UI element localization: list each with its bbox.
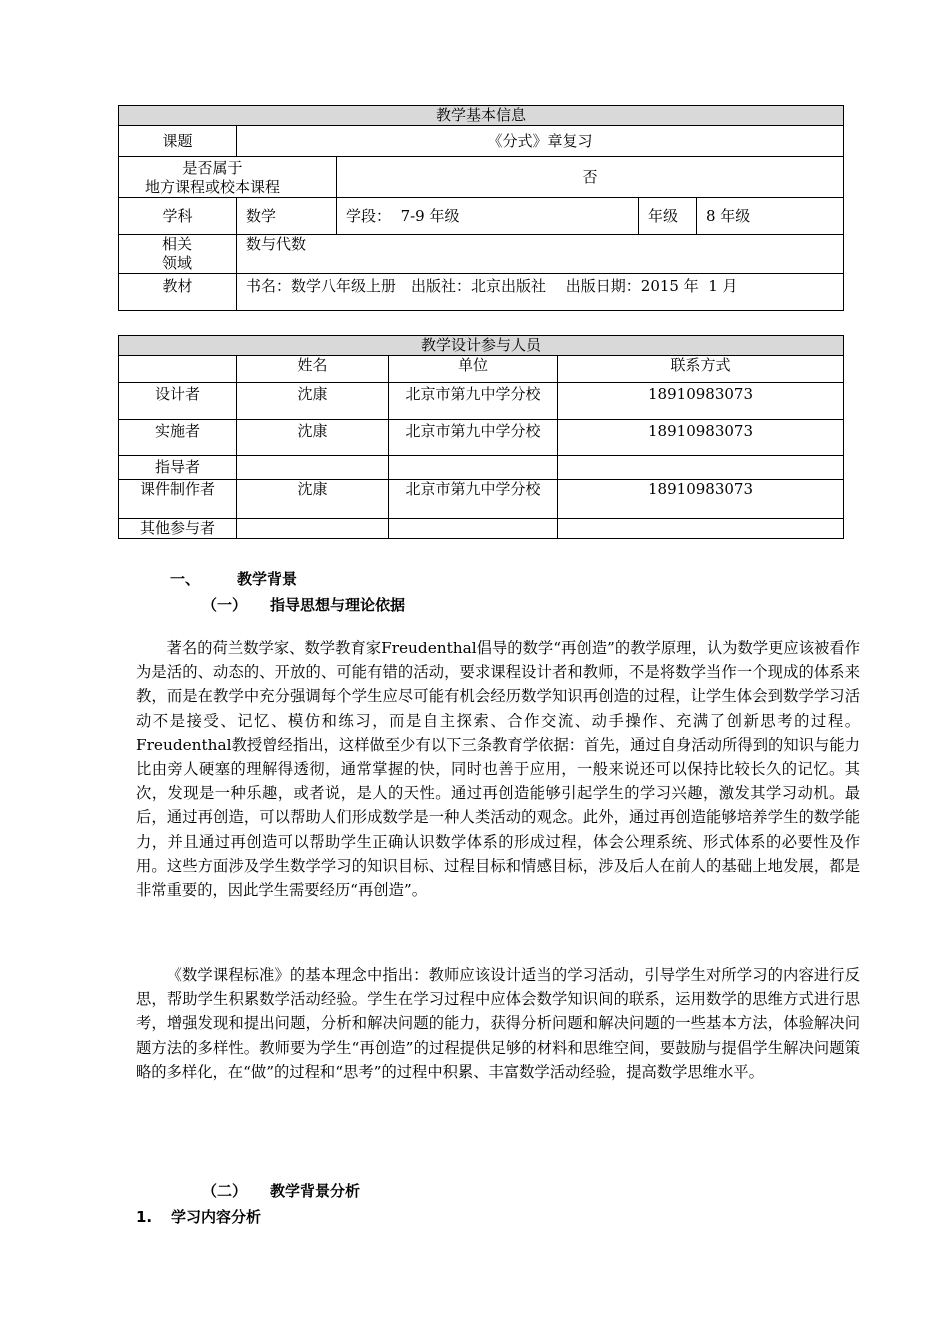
unit-cell: 北京市第九中学分校 [389, 420, 558, 456]
paragraph-curriculum-standard: 《数学课程标准》的基本理念中指出：教师应该设计适当的学习活动，引导学生对所学习的内容进行反思，帮助学生积累数学活动经验。学生在学习过程中应体会数学知识间的联系，运用数学的思维方式进行思考，增强发现和提出问题，分析和解决问题的能力，获得分析问题和解决问题的一些基本方法，体验解决问题方法的多样性。教师要为学生“再创造”的过程提供足够的材料和思维空间，要鼓励与提倡学生解决问题策略的多样化，在“做”的过程和“思考”的过程中积累、丰富数学活动经验，提高数学思维水平。 [136, 966, 860, 1081]
domain-label-line2: 领域 [162, 254, 193, 272]
name-cell: 沈康 [237, 480, 389, 519]
name-cell: 沈康 [237, 420, 389, 456]
basic-info-table [118, 105, 844, 311]
subsection-title: 教学背景分析 [270, 1182, 361, 1200]
domain-label-line1: 相关 [162, 235, 193, 253]
course-value: 《分式》章复习 [237, 126, 844, 157]
local-course-label [119, 157, 337, 198]
role-cell: 指导者 [119, 456, 237, 480]
basic-info-title: 教学基本信息 [119, 106, 844, 126]
role-cell: 设计者 [119, 383, 237, 420]
table-row [119, 383, 844, 420]
subject-value: 数学 [237, 198, 337, 235]
textbook-label: 教材 [119, 274, 237, 311]
name-cell [237, 519, 389, 539]
grade-value: 8 年级 [697, 198, 844, 235]
section-heading-background [170, 568, 297, 589]
grade-label: 年级 [639, 198, 697, 235]
subsection-title: 指导思想与理论依据 [270, 596, 406, 614]
contact-cell: 18910983073 [558, 480, 844, 519]
subsection-heading-guiding-ideas [202, 594, 405, 615]
name-cell: 沈康 [237, 383, 389, 420]
table-row [119, 420, 844, 456]
header-role [119, 356, 237, 383]
section-title: 教学背景 [237, 570, 298, 588]
paragraph-freudenthal: 著名的荷兰数学家、数学教育家Freudenthal倡导的数学“再创造”的教学原理，认为数学更应该被看作为是活的、动态的、开放的、可能有错的活动，要求课程设计者和教师，不是将数学当作一个现成的体系来教，而是在教学中充分强调每个学生应尽可能有机会经历数学知识再创造的过程，让学生体会到数学学习活动不是接受、记忆、模仿和练习，而是自主探索、合作交流、动手操作、充满了创新思考的过程。Freudenthal教授曾经指出，这样做至少有以下三条教育学依据：首先，通过自身活动所得到的知识与能力比由旁人硬塞的理解得透彻，通常掌握的快，同时也善于应用，一般来说还可以保持比较长久的记忆。其次，发现是一种乐趣，或者说，是人的天性。通过再创造能够引起学生的学习兴趣，激发其学习动机。最后，通过再创造，可以帮助人们形成数学是一种人类活动的观念。此外，通过再创造能够培养学生的数学能力，并且通过再创造可以帮助学生正确认识数学体系的形成过程，体会公理系统、形式体系的必要性及作用。这些方面涉及学生数学学习的知识目标、过程目标和情感目标，涉及后人在前人的基础上地发展，都是非常重要的，因此学生需要经历“再创造”。 [136, 639, 860, 900]
participants-table [118, 335, 844, 539]
contact-cell: 18910983073 [558, 383, 844, 420]
unit-cell [389, 456, 558, 480]
item-heading-content-analysis [136, 1206, 261, 1227]
header-contact: 联系方式 [558, 356, 844, 383]
role-cell: 其他参与者 [119, 519, 237, 539]
item-title: 学习内容分析 [171, 1208, 262, 1226]
unit-cell [389, 519, 558, 539]
section-number: 一、 [170, 570, 201, 588]
local-course-label-line1: 是否属于 [182, 159, 243, 177]
local-course-value: 否 [337, 157, 844, 198]
participants-title: 教学设计参与人员 [119, 336, 844, 356]
table-row [119, 480, 844, 519]
course-label: 课题 [119, 126, 237, 157]
domain-value: 数与代数 [237, 235, 844, 274]
domain-label [119, 235, 237, 274]
unit-cell: 北京市第九中学分校 [389, 480, 558, 519]
contact-cell [558, 519, 844, 539]
header-unit: 单位 [389, 356, 558, 383]
subsection-number: （一） [202, 596, 248, 614]
role-cell: 课件制作者 [119, 480, 237, 519]
item-number: 1. [136, 1208, 153, 1226]
contact-cell: 18910983073 [558, 420, 844, 456]
stage-label: 学段： [346, 206, 392, 225]
stage-cell [337, 198, 639, 235]
contact-cell [558, 456, 844, 480]
unit-cell: 北京市第九中学分校 [389, 383, 558, 420]
subject-label: 学科 [119, 198, 237, 235]
stage-value: 7-9 年级 [400, 206, 460, 225]
role-cell: 实施者 [119, 420, 237, 456]
header-name: 姓名 [237, 356, 389, 383]
local-course-label-line2: 地方课程或校本课程 [144, 178, 280, 196]
subsection-heading-background-analysis [202, 1180, 360, 1201]
name-cell [237, 456, 389, 480]
subsection-number: （二） [202, 1182, 248, 1200]
table-row [119, 456, 844, 480]
textbook-value: 书名：数学八年级上册 出版社：北京出版社 出版日期：2015 年 1 月 [237, 274, 844, 311]
table-row [119, 519, 844, 539]
